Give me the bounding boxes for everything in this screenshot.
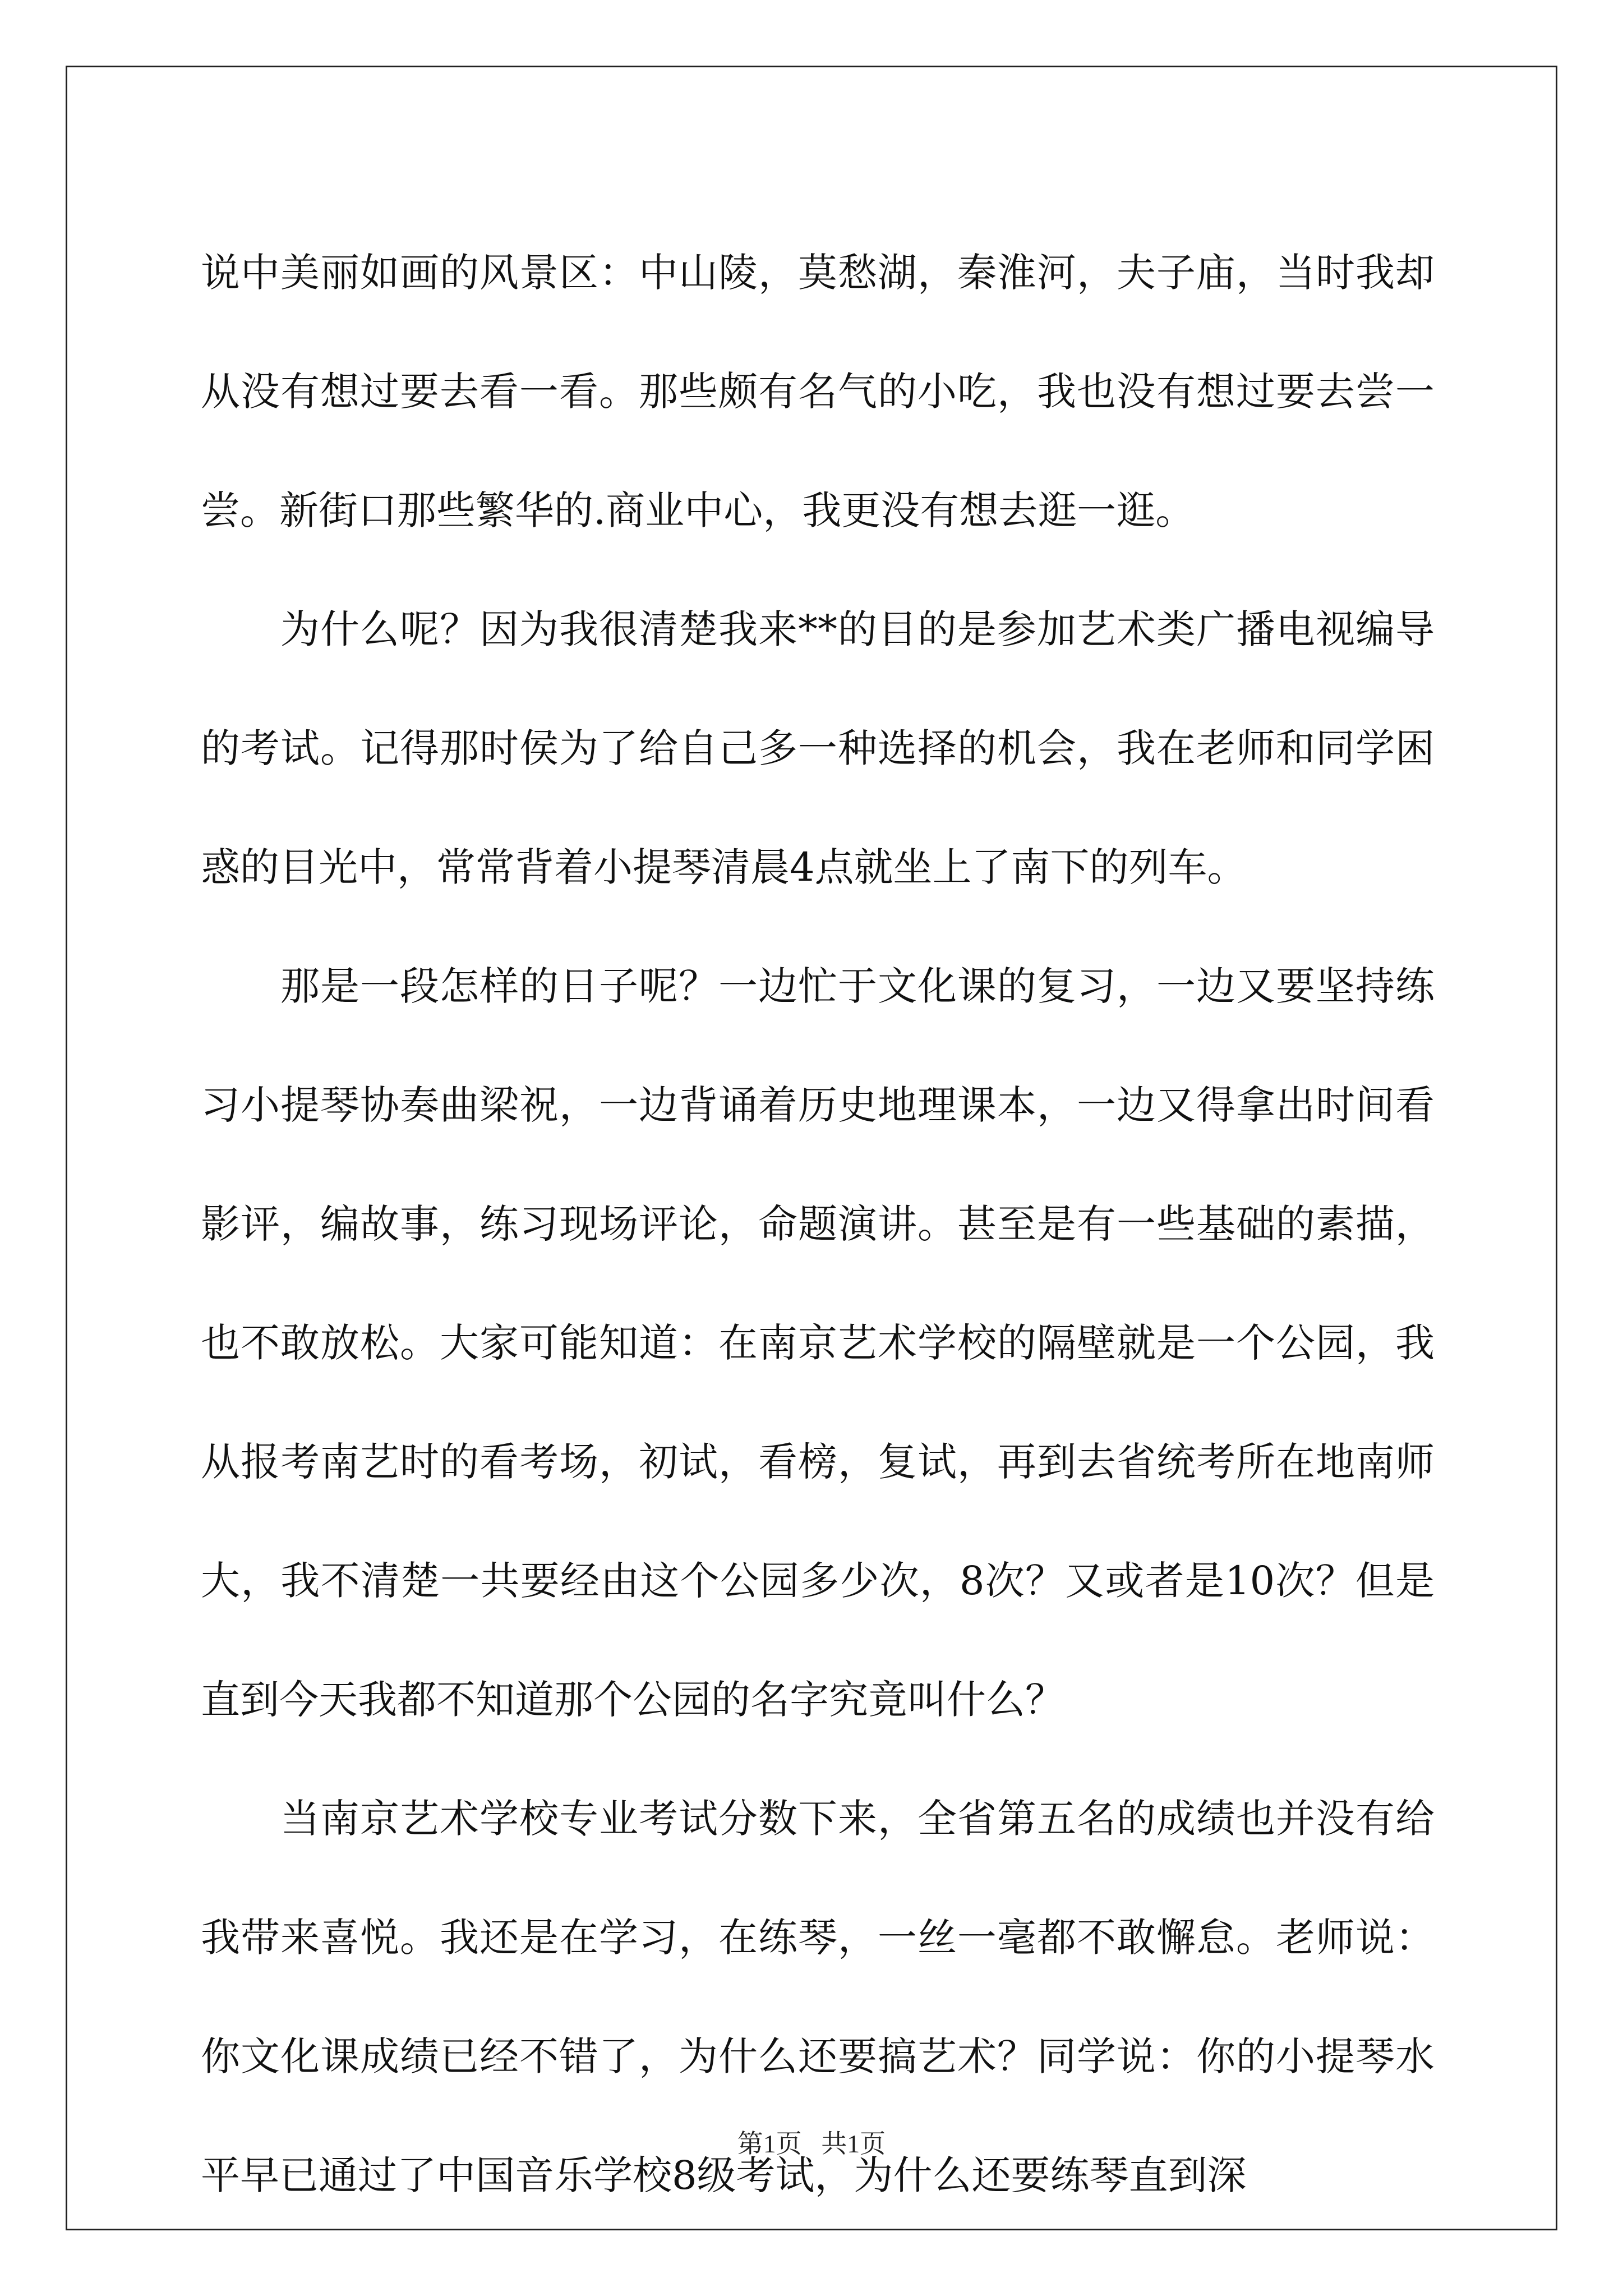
- page-number: 第1页: [737, 2129, 802, 2158]
- paragraph: 为什么呢？因为我很清楚我来**的目的是参加艺术类广播电视编导的考试。记得那时侯为了给自己多一种选择的机会，我在老师和同学困惑的目光中，常常背着小提琴清晨4点就坐上了南下的列车。: [201, 606, 1435, 890]
- page-total: 共1页: [821, 2129, 886, 2158]
- paragraph: 那是一段怎样的日子呢？一边忙于文化课的复习，一边又要坚持练习小提琴协奏曲梁祝，一边背诵着历史地理课本，一边又得拿出时间看影评，编故事，练习现场评论，命题演讲。甚至是有一些基础的素描，也不敢放松。大家可能知道：在南京艺术学校的隔壁就是一个公园，我从报考南艺时的看考场，初试，看榜，复试，再到去省统考所在地南师大，我不清楚一共要经由这个公园多少次，8次？又或者是10次？但是直到今天我都不知道那个公园的名字究竟叫什么？: [201, 963, 1435, 1723]
- paragraph: 说中美丽如画的风景区：中山陵，莫愁湖，秦淮河，夫子庙，当时我却从没有想过要去看一看。那些颇有名气的小吃，我也没有想过要去尝一尝。新街口那些繁华的.商业中心，我更没有想去逛一逛。: [201, 250, 1435, 533]
- paragraph: 当南京艺术学校专业考试分数下来，全省第五名的成绩也并没有给我带来喜悦。我还是在学习，在练琴，一丝一毫都不敢懈怠。老师说：你文化课成绩已经不错了，为什么还要搞艺术？同学说：你的小提琴水平早已通过了中国音乐学校8级考试，为什么还要练琴直到深: [201, 1796, 1435, 2198]
- page-footer: [0, 2123, 1623, 2160]
- document-body: [201, 213, 1435, 2235]
